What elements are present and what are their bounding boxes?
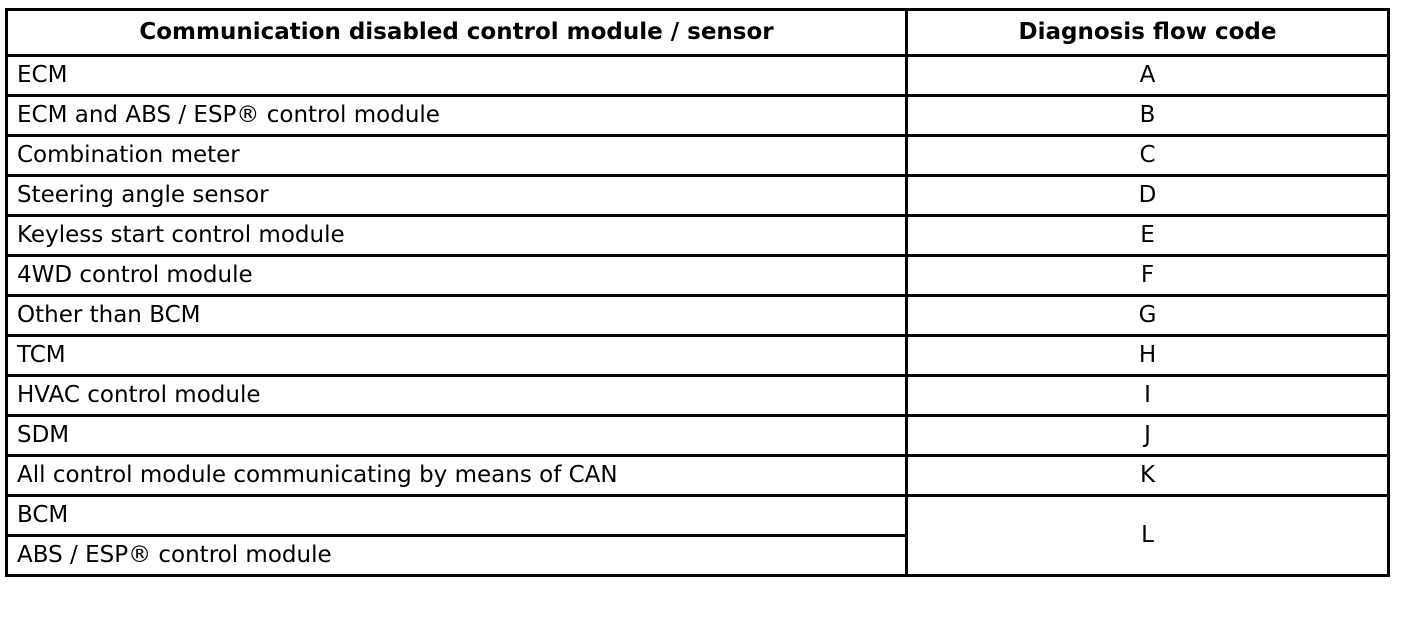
module-cell: Steering angle sensor: [7, 176, 907, 216]
module-cell: Combination meter: [7, 136, 907, 176]
module-cell: ECM and ABS / ESP® control module: [7, 96, 907, 136]
code-cell: C: [907, 136, 1389, 176]
table-row: [7, 96, 1389, 136]
diagnosis-flow-table: [5, 8, 1390, 577]
module-cell: All control module communicating by means of CAN: [7, 456, 907, 496]
module-cell: SDM: [7, 416, 907, 456]
table-row: [7, 456, 1389, 496]
table-row: [7, 56, 1389, 96]
module-cell: ECM: [7, 56, 907, 96]
diagnosis-table-container: [5, 8, 1390, 577]
module-cell: TCM: [7, 336, 907, 376]
code-cell: K: [907, 456, 1389, 496]
code-cell: I: [907, 376, 1389, 416]
table-row: [7, 416, 1389, 456]
table-row: [7, 136, 1389, 176]
code-cell: J: [907, 416, 1389, 456]
module-cell: Keyless start control module: [7, 216, 907, 256]
module-cell: 4WD control module: [7, 256, 907, 296]
module-column-header: Communication disabled control module / sensor: [7, 10, 907, 56]
module-cell: Other than BCM: [7, 296, 907, 336]
table-row: [7, 336, 1389, 376]
code-cell: A: [907, 56, 1389, 96]
table-row: [7, 176, 1389, 216]
code-cell: H: [907, 336, 1389, 376]
module-cell: ABS / ESP® control module: [7, 536, 907, 576]
code-cell: D: [907, 176, 1389, 216]
code-cell: F: [907, 256, 1389, 296]
table-row: [7, 256, 1389, 296]
merged-code-cell: L: [907, 496, 1389, 576]
module-cell: HVAC control module: [7, 376, 907, 416]
code-cell: E: [907, 216, 1389, 256]
table-row: [7, 376, 1389, 416]
module-cell: BCM: [7, 496, 907, 536]
code-cell: G: [907, 296, 1389, 336]
header-row: [7, 10, 1389, 56]
table-row: [7, 496, 1389, 536]
table-row: [7, 216, 1389, 256]
code-cell: B: [907, 96, 1389, 136]
table-row: [7, 296, 1389, 336]
code-column-header: Diagnosis flow code: [907, 10, 1389, 56]
